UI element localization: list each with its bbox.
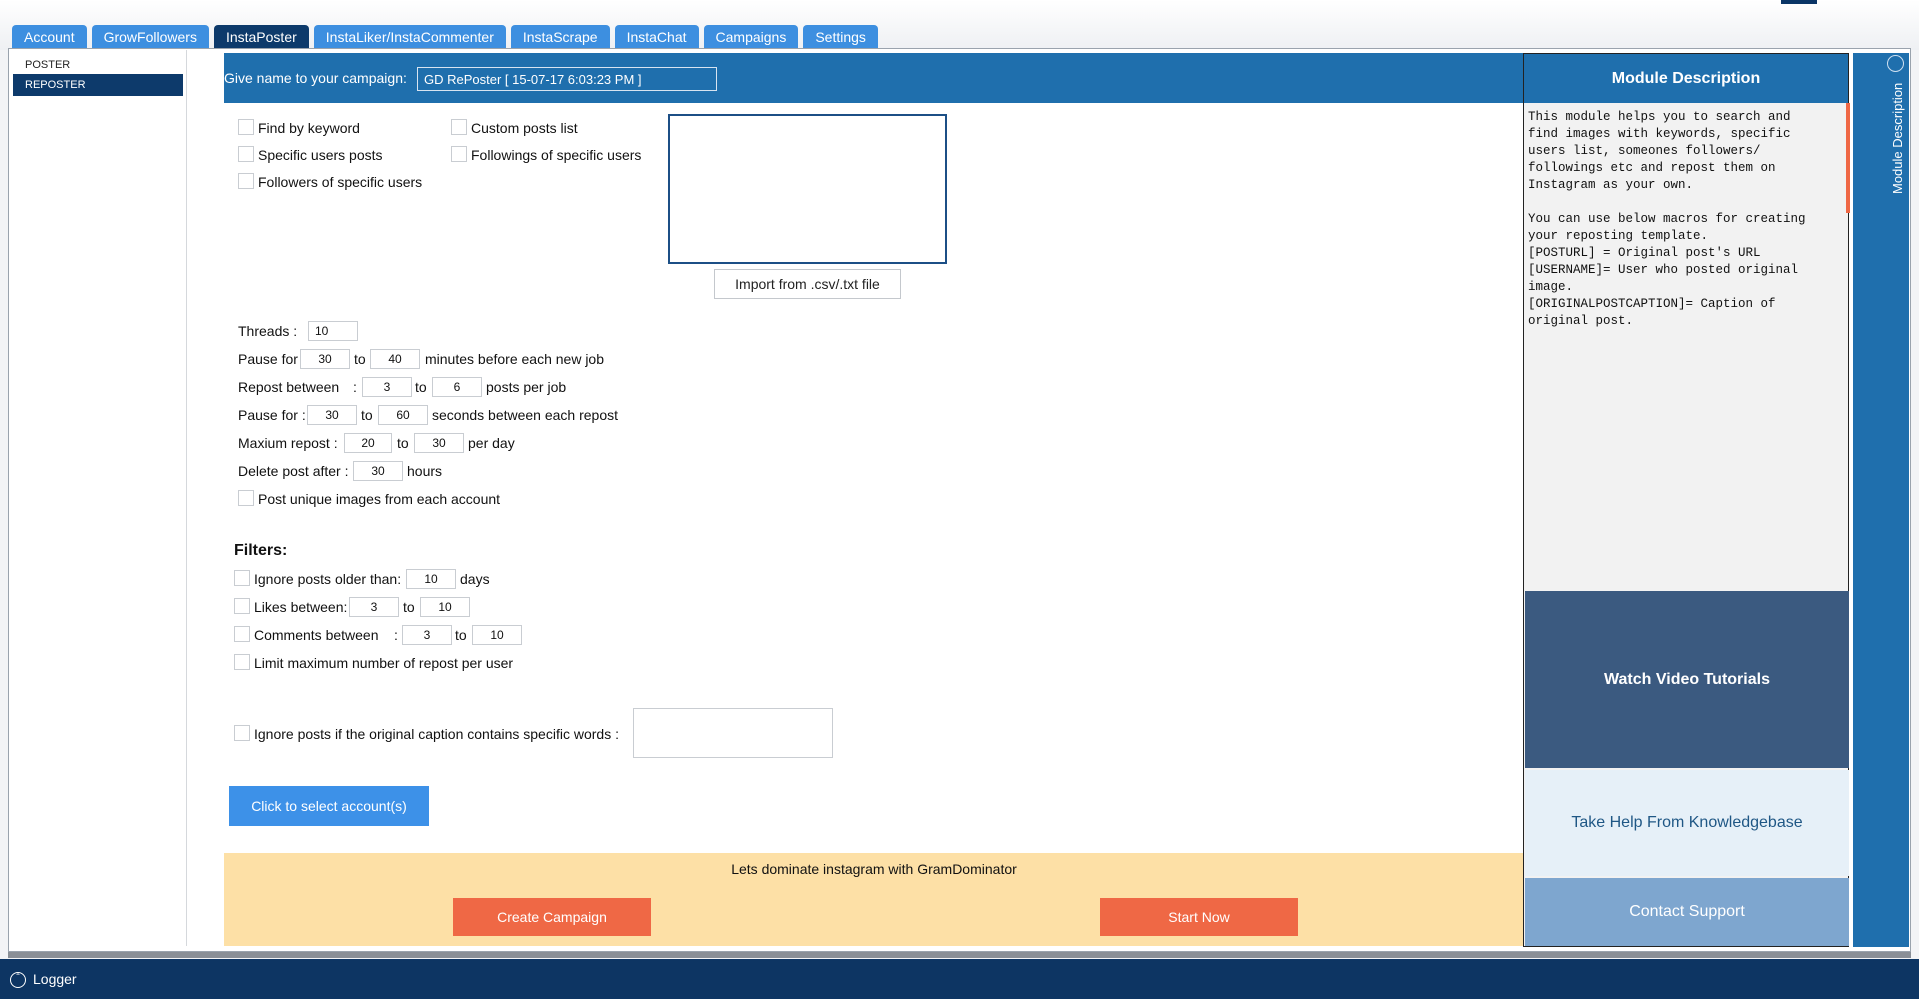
campaign-name-input[interactable] (417, 67, 717, 91)
delete-post-suffix: hours (407, 463, 443, 479)
main-tabs (12, 25, 878, 49)
tab-instaliker-instacommenter[interactable]: InstaLiker/InstaCommenter (314, 25, 506, 49)
threads-label: Threads : (238, 323, 298, 339)
followings-of-specific-users-checkbox[interactable] (451, 146, 467, 162)
repost-max-input[interactable] (432, 377, 482, 397)
max-repost-max-input[interactable] (414, 433, 464, 453)
repost-suffix: posts per job (486, 379, 567, 395)
likes-max-input[interactable] (420, 597, 470, 617)
max-repost-suffix: per day (468, 435, 515, 451)
tab-instachat[interactable]: InstaChat (615, 25, 699, 49)
limit-repost-checkbox[interactable] (234, 654, 250, 670)
comments-colon: : (394, 627, 398, 643)
specific-users-posts-checkbox[interactable] (238, 146, 254, 162)
ignore-older-suffix: days (460, 571, 490, 587)
window-indicator (1781, 0, 1817, 4)
nav-item-reposter[interactable]: REPOSTER (13, 74, 183, 96)
tab-instascrape[interactable]: InstaScrape (511, 25, 610, 49)
pause-between-label: Pause for : (238, 407, 306, 423)
caption-words-checkbox[interactable] (234, 725, 250, 741)
pause-between-to-label: to (361, 407, 373, 423)
description-scrollbar[interactable] (1846, 103, 1850, 213)
nav-item-poster[interactable]: POSTER (25, 59, 71, 71)
comments-max-input[interactable] (472, 625, 522, 645)
comments-min-input[interactable] (402, 625, 452, 645)
circle-icon (1887, 55, 1904, 72)
logger-splitter[interactable] (8, 952, 1911, 958)
knowledgebase-button[interactable]: Take Help From Knowledgebase (1525, 770, 1849, 876)
pause-between-min-input[interactable] (307, 405, 357, 425)
pause-min-input[interactable] (300, 349, 350, 369)
find-by-keyword-checkbox[interactable] (238, 119, 254, 135)
module-description-text: This module helps you to search and find images with keywords, specific users list, someones followers/ followings etc and repost them on Instagram as your own. You can use below macros for creating your reposting template. [POSTURL] = Original post's URL [USERNAME]= User who posted original image. [ORIGINALPOSTCAPTION]= Caption of original post. (1528, 110, 1806, 328)
likes-between-label: Likes between: (254, 599, 348, 615)
delete-post-hours-input[interactable] (353, 461, 403, 481)
logger-label: Logger (33, 971, 77, 987)
tab-growfollowers[interactable]: GrowFollowers (92, 25, 209, 49)
likes-between-checkbox[interactable] (234, 598, 250, 614)
followings-of-specific-users-label: Followings of specific users (471, 147, 642, 163)
likes-min-input[interactable] (349, 597, 399, 617)
promo-banner (224, 853, 1524, 946)
side-tab-label: Module Description (1890, 83, 1905, 195)
comments-to-label: to (455, 627, 467, 643)
start-now-button[interactable]: Start Now (1100, 898, 1298, 936)
caption-words-label: Ignore posts if the original caption contains specific words : (254, 726, 619, 742)
max-repost-min-input[interactable] (344, 433, 392, 453)
comments-between-label: Comments between (254, 627, 379, 643)
delete-post-label: Delete post after : (238, 463, 349, 479)
unique-images-label: Post unique images from each account (258, 491, 501, 507)
repost-colon: : (353, 379, 357, 395)
repost-between-label: Repost between (238, 379, 340, 395)
select-accounts-button[interactable]: Click to select account(s) (229, 786, 429, 826)
module-description-title: Module Description (1524, 54, 1848, 103)
max-repost-to-label: to (397, 435, 409, 451)
custom-posts-list-label: Custom posts list (471, 120, 578, 136)
pause-between-max-input[interactable] (378, 405, 428, 425)
campaign-name-label: Give name to your campaign: (224, 70, 407, 86)
custom-posts-list-checkbox[interactable] (451, 119, 467, 135)
specific-users-posts-label: Specific users posts (258, 147, 383, 163)
limit-repost-label: Limit maximum number of repost per user (254, 655, 514, 671)
pause-label: Pause for (238, 351, 298, 367)
watch-video-tutorials-button[interactable]: Watch Video Tutorials (1525, 591, 1849, 768)
promo-text: Lets dominate instagram with GramDominator (731, 861, 1017, 877)
chevron-up-circle-icon[interactable]: ˆ (10, 972, 26, 988)
logger-bar[interactable] (0, 959, 1919, 999)
contact-support-button[interactable]: Contact Support (1525, 878, 1849, 946)
import-csv-button[interactable]: Import from .csv/.txt file (714, 269, 901, 299)
caption-words-input[interactable] (633, 708, 833, 758)
followers-of-specific-users-label: Followers of specific users (258, 174, 423, 190)
threads-input[interactable] (308, 321, 358, 341)
find-by-keyword-label: Find by keyword (258, 120, 360, 136)
comments-between-checkbox[interactable] (234, 626, 250, 642)
likes-to-label: to (403, 599, 415, 615)
source-input-textarea[interactable] (668, 114, 947, 264)
ignore-older-label: Ignore posts older than: (254, 571, 402, 587)
filters-heading: Filters: (234, 542, 288, 559)
repost-min-input[interactable] (362, 377, 412, 397)
ignore-older-input[interactable] (406, 569, 456, 589)
tab-instaposter[interactable]: InstaPoster (214, 25, 309, 49)
tab-account[interactable]: Account (12, 25, 87, 49)
tab-campaigns[interactable]: Campaigns (704, 25, 799, 49)
left-nav (9, 50, 187, 946)
create-campaign-button[interactable]: Create Campaign (453, 898, 651, 936)
pause-to-label: to (354, 351, 366, 367)
module-description-panel (1523, 53, 1849, 947)
pause-between-suffix: seconds between each repost (432, 407, 619, 423)
max-repost-label: Maxium repost : (238, 435, 338, 451)
module-description-side-tab[interactable] (1853, 53, 1909, 947)
unique-images-checkbox[interactable] (238, 490, 254, 506)
followers-of-specific-users-checkbox[interactable] (238, 173, 254, 189)
ignore-older-checkbox[interactable] (234, 570, 250, 586)
pause-suffix: minutes before each new job (425, 351, 604, 367)
repost-to-label: to (415, 379, 427, 395)
tab-settings[interactable]: Settings (803, 25, 878, 49)
pause-max-input[interactable] (370, 349, 420, 369)
